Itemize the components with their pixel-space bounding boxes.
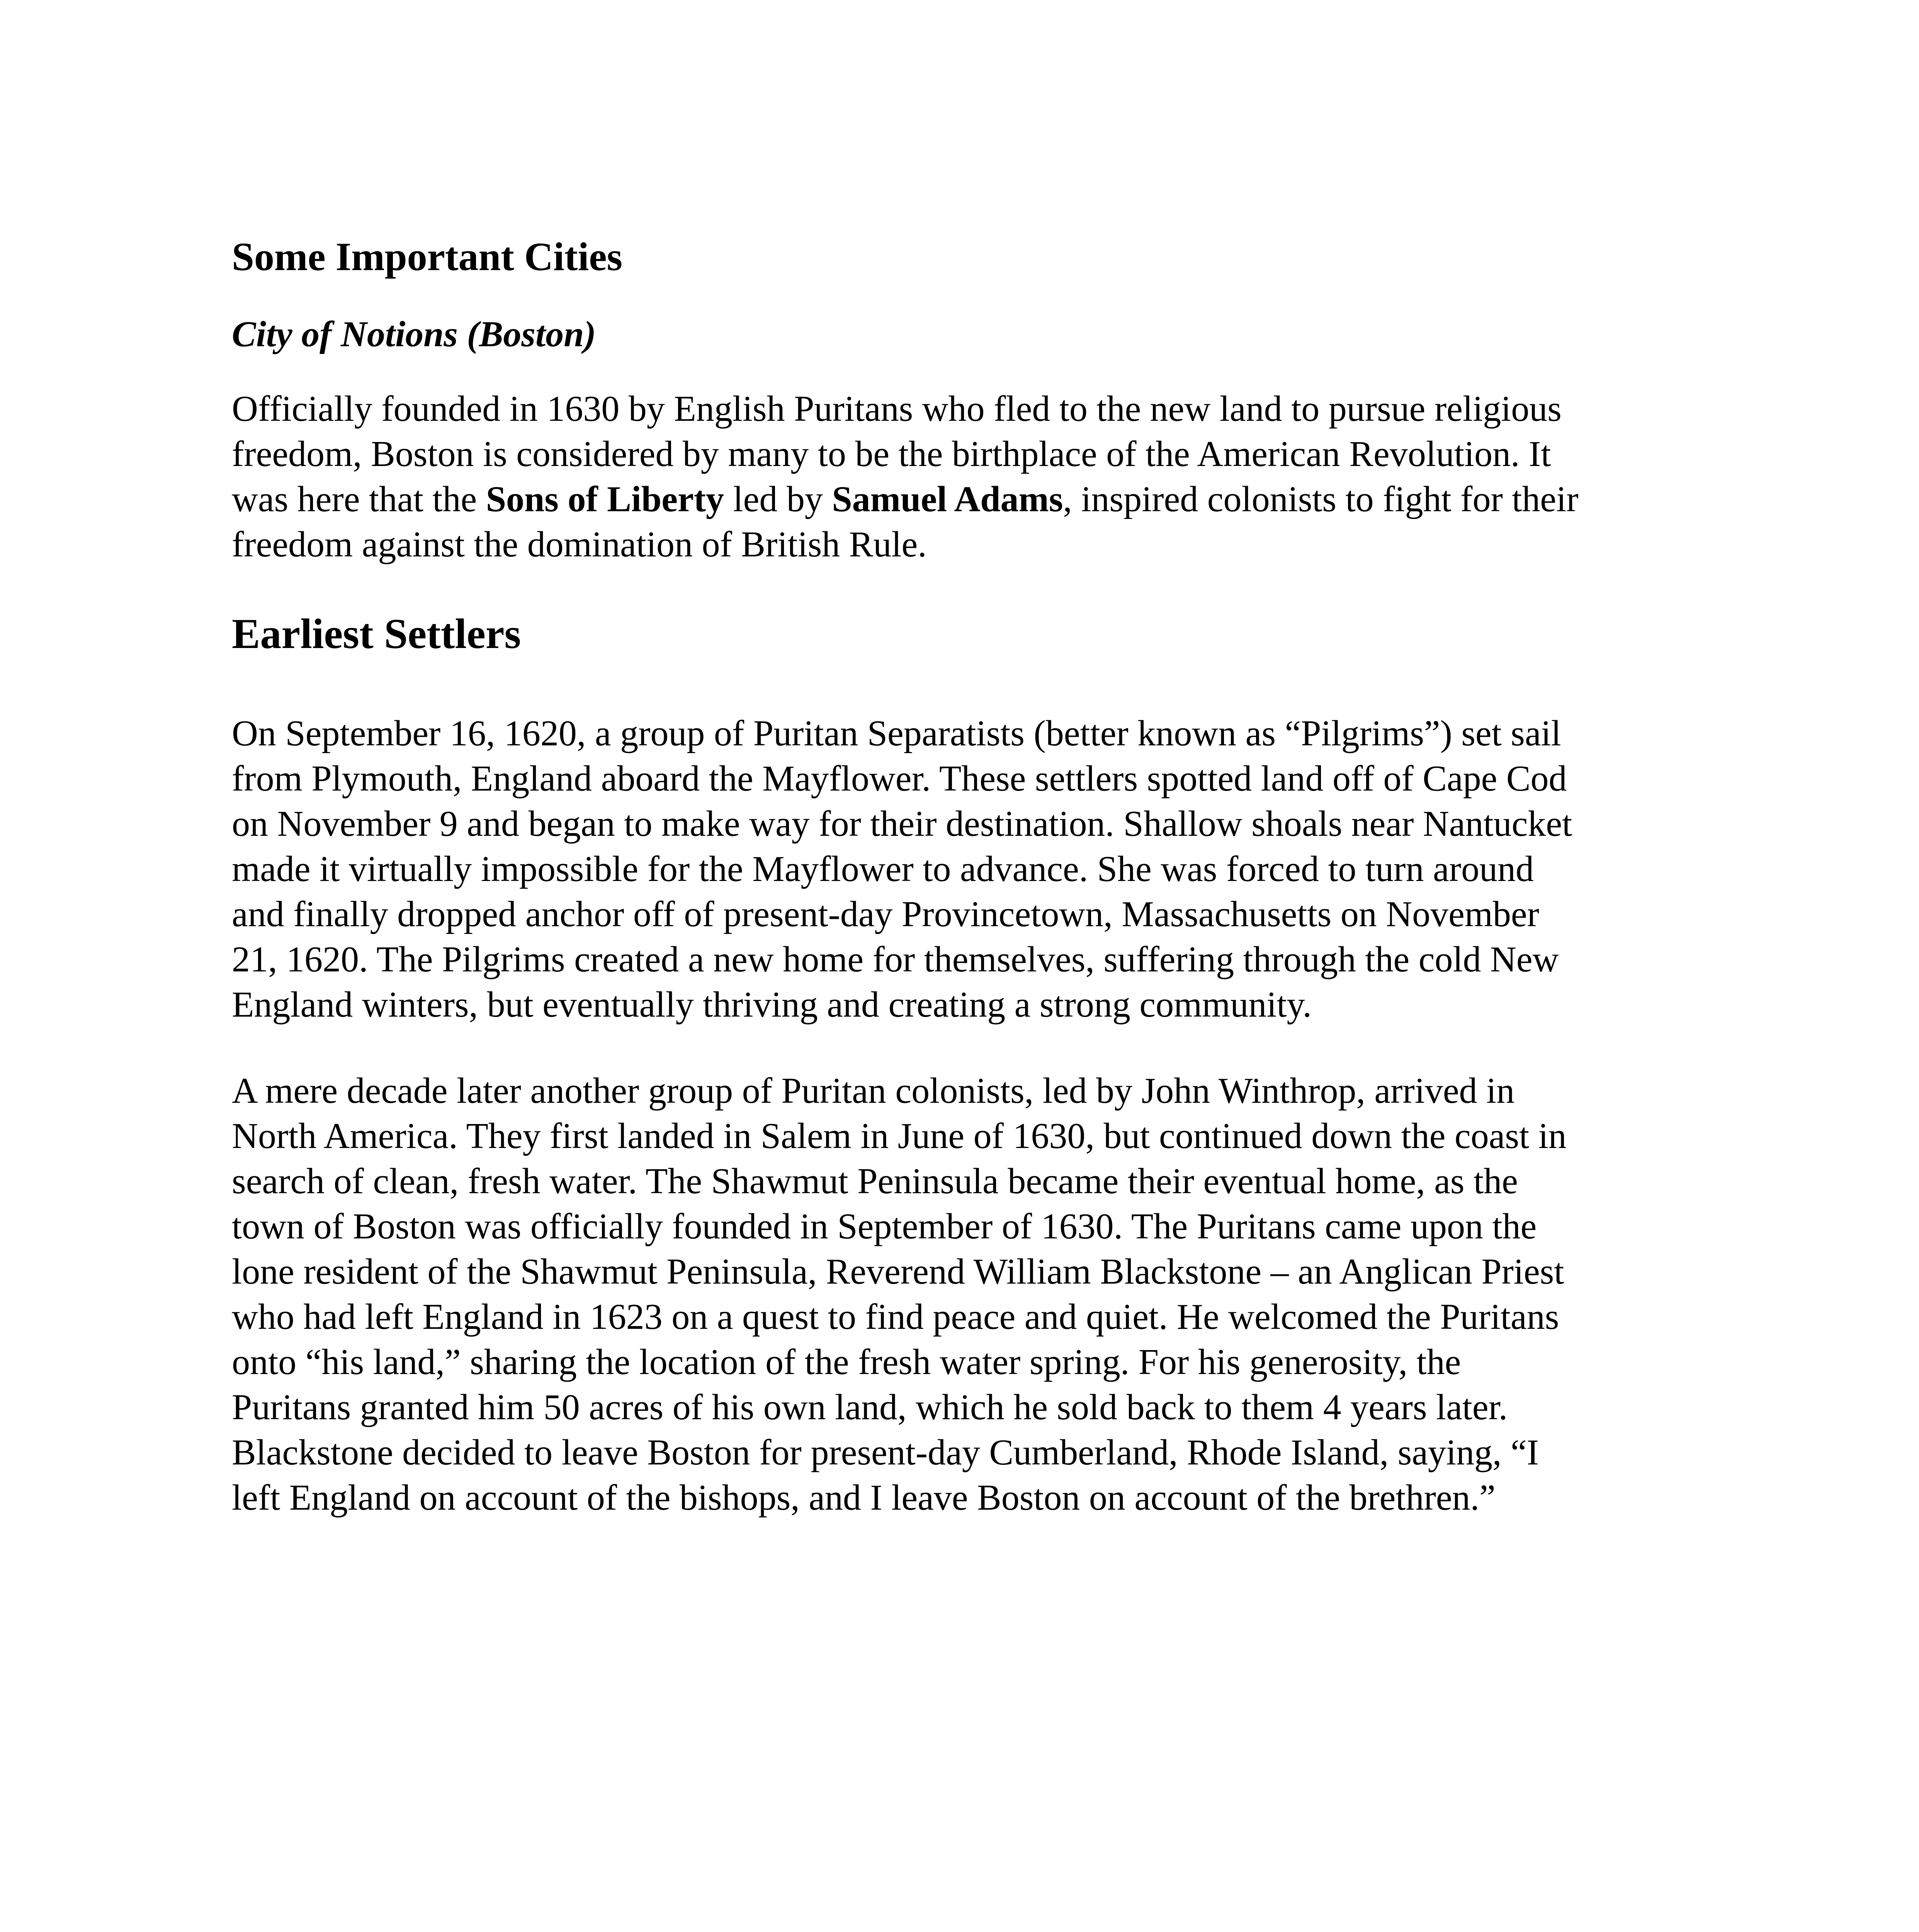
paragraph-line: who had left England in 1623 on a quest to find peace and quiet. He welcomed the Puritans	[232, 1297, 1559, 1337]
paragraph-line: On September 16, 1620, a group of Puritan Separatists (better known as “Pilgrims”) set sail	[232, 713, 1561, 753]
paragraph-line: Officially founded in 1630 by English Puritans who fled to the new land to pursue religious	[232, 389, 1562, 429]
bold-term-samuel-adams: Samuel Adams	[832, 479, 1063, 519]
paragraph-puritans	[232, 1068, 1700, 1520]
paragraph-line: made it virtually impossible for the Mayflower to advance. She was forced to turn around	[232, 849, 1534, 889]
paragraph-line: onto “his land,” sharing the location of the fresh water spring. For his generosity, the	[232, 1342, 1461, 1382]
text-run: , inspired colonists to fight for their	[1063, 479, 1579, 519]
text-run: led by	[724, 479, 832, 519]
paragraph-line: and finally dropped anchor off of present-day Provincetown, Massachusetts on November	[232, 894, 1539, 934]
paragraph-line: on November 9 and began to make way for their destination. Shallow shoals near Nantucket	[232, 804, 1572, 844]
paragraph-line: A mere decade later another group of Puritan colonists, led by John Winthrop, arrived in	[232, 1071, 1515, 1111]
paragraph-line: from Plymouth, England aboard the Mayflower. These settlers spotted land off of Cape Cod	[232, 759, 1567, 799]
paragraph-line: freedom against the domination of British Rule.	[232, 524, 927, 565]
page-title: Some Important Cities	[232, 235, 623, 279]
paragraph-line: Puritans granted him 50 acres of his own land, which he sold back to them 4 years later.	[232, 1387, 1508, 1427]
section-heading: Earliest Settlers	[232, 610, 521, 657]
paragraph-line: 21, 1620. The Pilgrims created a new home for themselves, suffering through the cold New	[232, 939, 1559, 980]
paragraph-line: town of Boston was officially founded in September of 1630. The Puritans came upon the	[232, 1206, 1537, 1247]
paragraph-line: search of clean, fresh water. The Shawmut Peninsula became their eventual home, as the	[232, 1161, 1518, 1201]
text-run: was here that the	[232, 479, 486, 519]
paragraph-line: left England on account of the bishops, and I leave Boston on account of the brethren.”	[232, 1478, 1496, 1518]
paragraph-line: North America. They first landed in Salem in June of 1630, but continued down the coast in	[232, 1116, 1567, 1156]
paragraph-line: Blackstone decided to leave Boston for present-day Cumberland, Rhode Island, saying, “I	[232, 1432, 1539, 1473]
city-subheading: City of Notions (Boston)	[232, 314, 596, 354]
paragraph-pilgrims	[232, 711, 1700, 1027]
bold-term-sons-of-liberty: Sons of Liberty	[486, 479, 724, 519]
paragraph-line: England winters, but eventually thriving and creating a strong community.	[232, 985, 1312, 1025]
intro-paragraph	[232, 386, 1700, 567]
paragraph-line: lone resident of the Shawmut Peninsula, Reverend William Blackstone – an Anglican Priest	[232, 1252, 1564, 1292]
paragraph-line	[232, 477, 1700, 522]
paragraph-line: freedom, Boston is considered by many to be the birthplace of the American Revolution. It	[232, 434, 1551, 474]
